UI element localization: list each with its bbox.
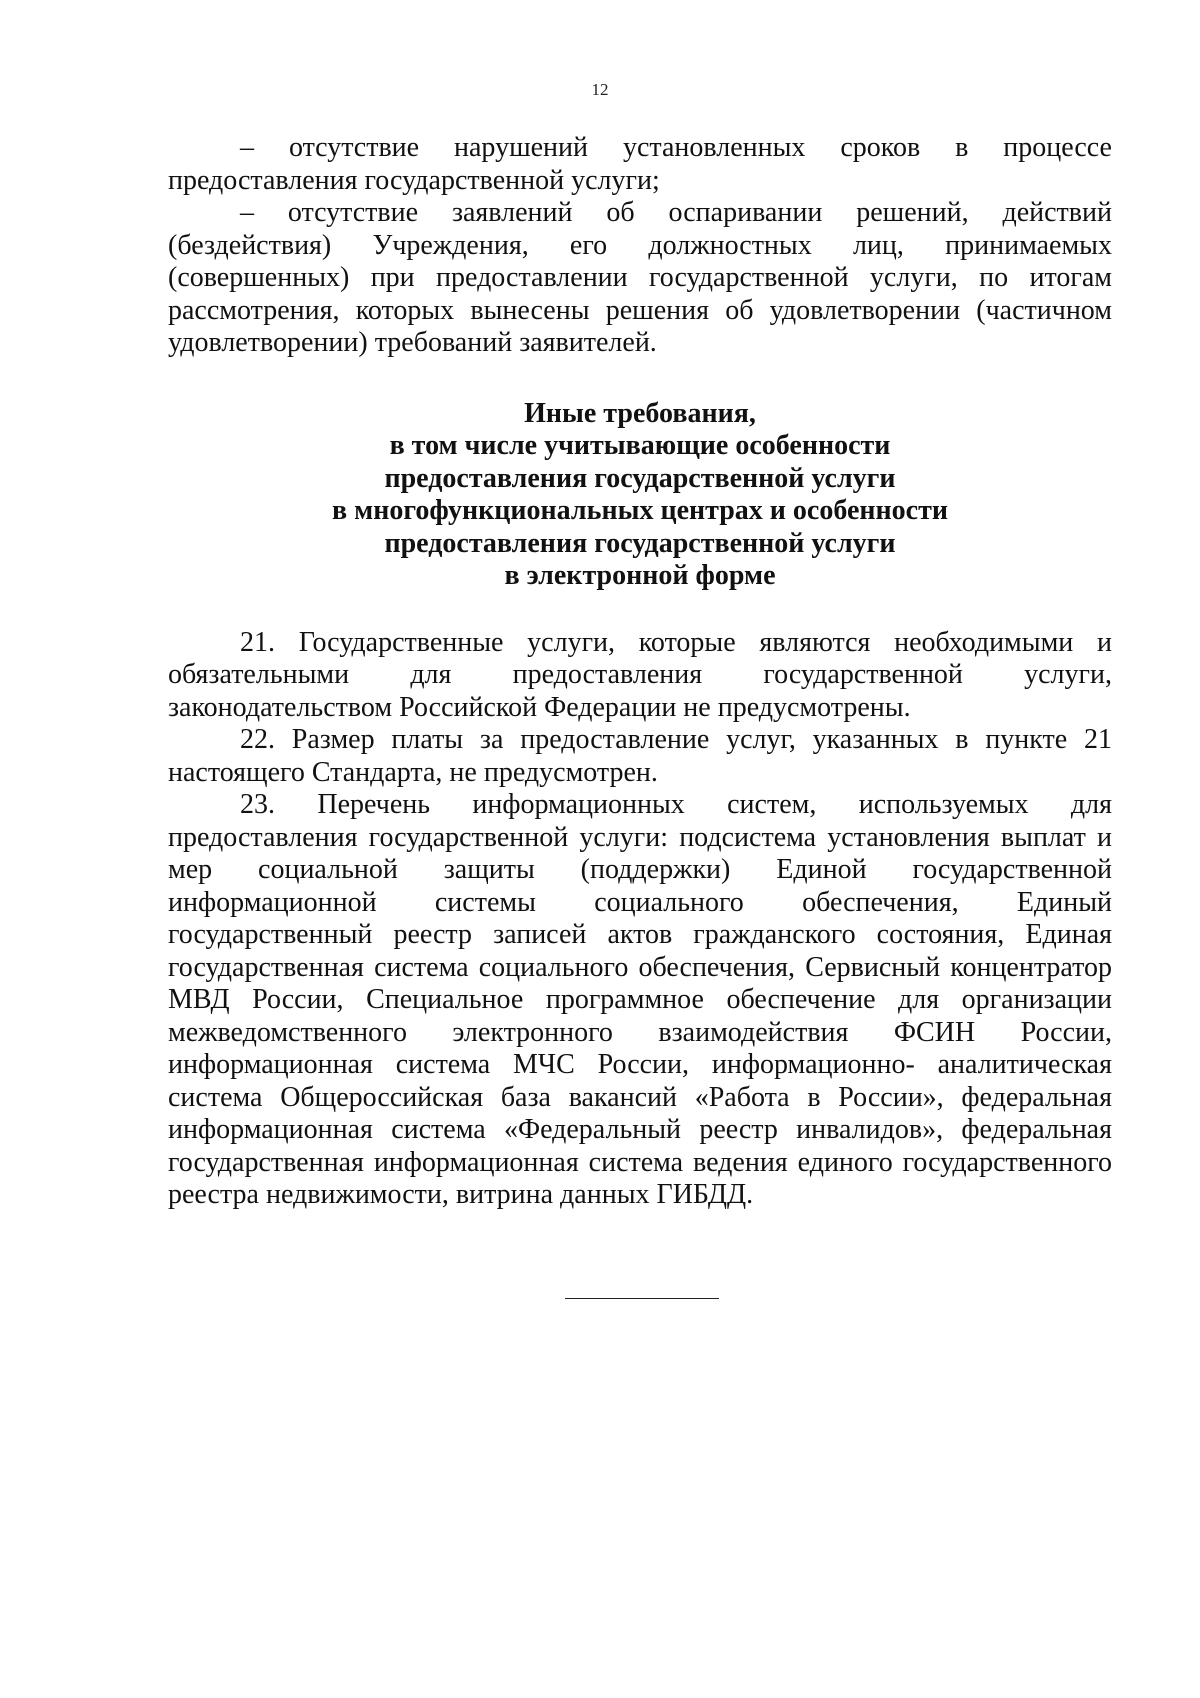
document-body [168,132,1112,1212]
paragraph-21: 21. Государственные услуги, которые являются необходимыми и обязательными для предоставления государственной услуги, законодательством Российской Федерации не предусмотрены. [168,626,1112,723]
heading-line: в многофункциональных центрах и особенности [332,495,948,526]
section-heading [168,398,1112,593]
paragraph-22: 22. Размер платы за предоставление услуг, указанных в пункте 21 настоящего Стандарта, не предусмотрен. [168,724,1112,788]
end-of-text-rule [565,1298,719,1299]
heading-line: предоставления государственной услуги [384,462,896,494]
page-number: 12 [591,80,609,99]
heading-line: Иные требования, [524,397,756,429]
heading-line: предоставления государственной услуги [384,527,896,559]
heading-line: в том числе учитывающие особенности [389,430,891,461]
paragraph-23: 23. Перечень информационных систем, используемых для предоставления государственной услуги: подсистема установления выплат и мер социальной защиты (поддержки) Единой государственной информационной системы социального обеспечения, Единый государственный реестр записей актов гражданского состояния, Единая государственная система социального обеспечения, Сервисный концентратор МВД России, Специальное программное обеспечение для организации межведомственного электронного взаимодействия ФСИН России, информационная система МЧС России, информационно- аналитическая система Общероссийская база вакансий «Работа в России», федеральная информационная система «Федеральный реестр инвалидов», федеральная государственная информационная система ведения единого государственного реестра недвижимости, витрина данных ГИБДД. [168,789,1112,1210]
heading-line: в электронной форме [504,560,776,591]
paragraph-no-deadline-violations: – отсутствие нарушений установленных сроков в процессе предоставления государственной услуги; [168,132,1112,196]
paragraph-no-appeals: – отсутствие заявлений об оспаривании решений, действий (бездействия) Учреждения, его должностных лиц, принимаемых (совершенных) при предоставлении государственной услуги, по итогам рассмотрения, которых вынесены решения об удовлетворении (частичном удовлетворении) требований заявителей. [168,197,1112,358]
